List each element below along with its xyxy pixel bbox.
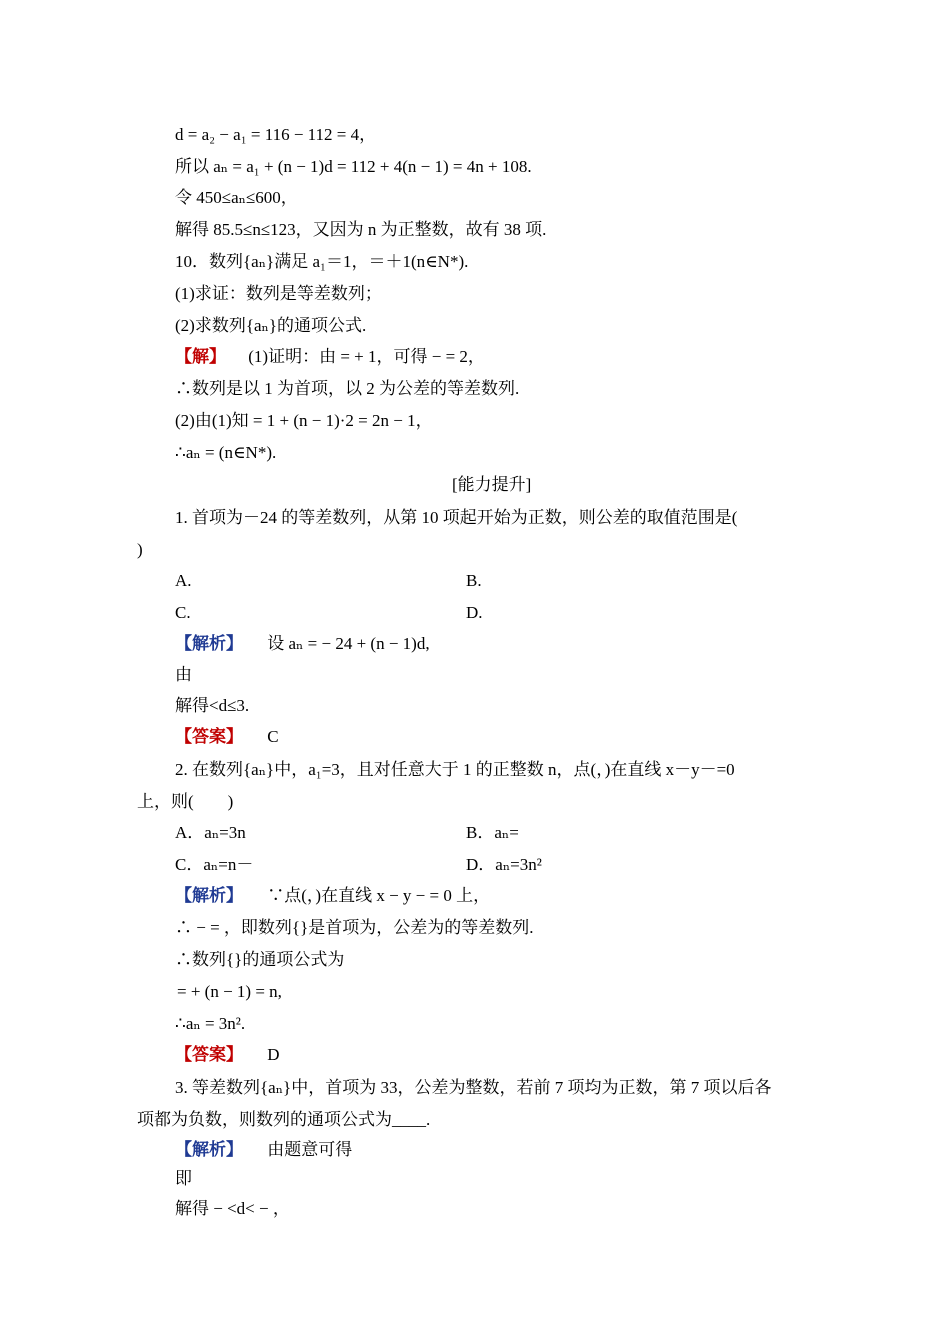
option-a: A. (175, 571, 192, 590)
text-line: ∴ − = ，即数列{}是首项为，公差为的等差数列. (175, 918, 534, 937)
option-d: D. (466, 603, 483, 622)
text-line: 解得 − <d< − ， (175, 1199, 290, 1218)
option-a: A．aₙ=3n (175, 823, 246, 842)
answer-value: D (267, 1045, 280, 1064)
q2-answer-line (175, 1044, 280, 1066)
text-line: 令 450≤aₙ≤600， (175, 188, 298, 207)
text-line: ∴数列是以 1 为首项，以 2 为公差的等差数列. (175, 379, 520, 398)
question-2-stem-cont: 上，则( ) (137, 792, 234, 811)
analysis-text: 设 aₙ = − 24 + (n − 1)d, (267, 634, 430, 653)
analysis-tag: 【解析】 (175, 1140, 243, 1159)
question-2-stem: 2. 在数列{aₙ}中，a₁=3，且对任意大于 1 的正整数 n，点(，)在直线 x－y－=0 (175, 760, 735, 779)
solution-tag: 【解】 (175, 347, 226, 366)
question-1-stem: 1. 首项为－24 的等差数列，从第 10 项起开始为正数，则公差的取值范围是( (175, 508, 738, 527)
text-line: = + (n − 1) = n, (177, 982, 282, 1001)
answer-tag: 【答案】 (175, 1045, 243, 1064)
question-10-stem: 10．数列{aₙ}满足 a₁＝1，＝＋1(n∈N*). (175, 252, 469, 271)
q1-analysis-line (175, 633, 430, 655)
question-1-stem-cont: ) (137, 540, 143, 559)
analysis-tag: 【解析】 (175, 634, 243, 653)
text-line: d = a₂ − a₁ = 116 − 112 = 4， (175, 125, 377, 144)
solution-text: (1)证明：由 = + 1，可得 − = 2， (248, 347, 485, 366)
text-line: 解得 85.5≤n≤123，又因为 n 为正整数，故有 38 项. (175, 220, 547, 239)
answer-tag: 【答案】 (175, 727, 243, 746)
text-line: (2)由(1)知 = 1 + (n − 1)·2 = 2n − 1， (175, 411, 433, 430)
text-line: 所以 aₙ = a₁ + (n − 1)d = 112 + 4(n − 1) = 4n + 108. (175, 157, 532, 176)
q2-analysis-line (175, 885, 490, 907)
analysis-text: ∵点(，)在直线 x − y − = 0 上， (267, 886, 491, 905)
analysis-tag: 【解析】 (175, 886, 243, 905)
answer-value: C (267, 727, 279, 746)
text-line: 解得<d≤3. (175, 696, 250, 715)
q10-solution-line (175, 346, 485, 368)
question-3-stem: 3. 等差数列{aₙ}中，首项为 33，公差为整数，若前 7 项均为正数，第 7 项以后各 (175, 1078, 772, 1097)
option-c: C．aₙ=n－ (175, 855, 254, 874)
section-title: [能力提升] (452, 475, 532, 494)
text-line: ∴aₙ = (n∈N*). (175, 443, 277, 462)
text-line: ∴aₙ = 3n². (175, 1014, 246, 1033)
option-d: D．aₙ=3n² (466, 855, 542, 874)
analysis-text: 由题意可得 (267, 1140, 353, 1159)
text-line: 即 (175, 1169, 192, 1188)
text-line: ∴数列{}的通项公式为 (175, 950, 345, 969)
option-c: C. (175, 603, 191, 622)
text-line: (1)求证：数列是等差数列； (175, 284, 382, 303)
q1-answer-line (175, 726, 279, 748)
text-line: (2)求数列{aₙ}的通项公式. (175, 316, 367, 335)
text-line: 由 (175, 665, 192, 684)
question-3-stem-cont: 项都为负数，则数列的通项公式为____. (137, 1110, 431, 1129)
q3-analysis-line (175, 1139, 352, 1161)
option-b: B. (466, 571, 482, 590)
option-b: B．aₙ= (466, 823, 519, 842)
